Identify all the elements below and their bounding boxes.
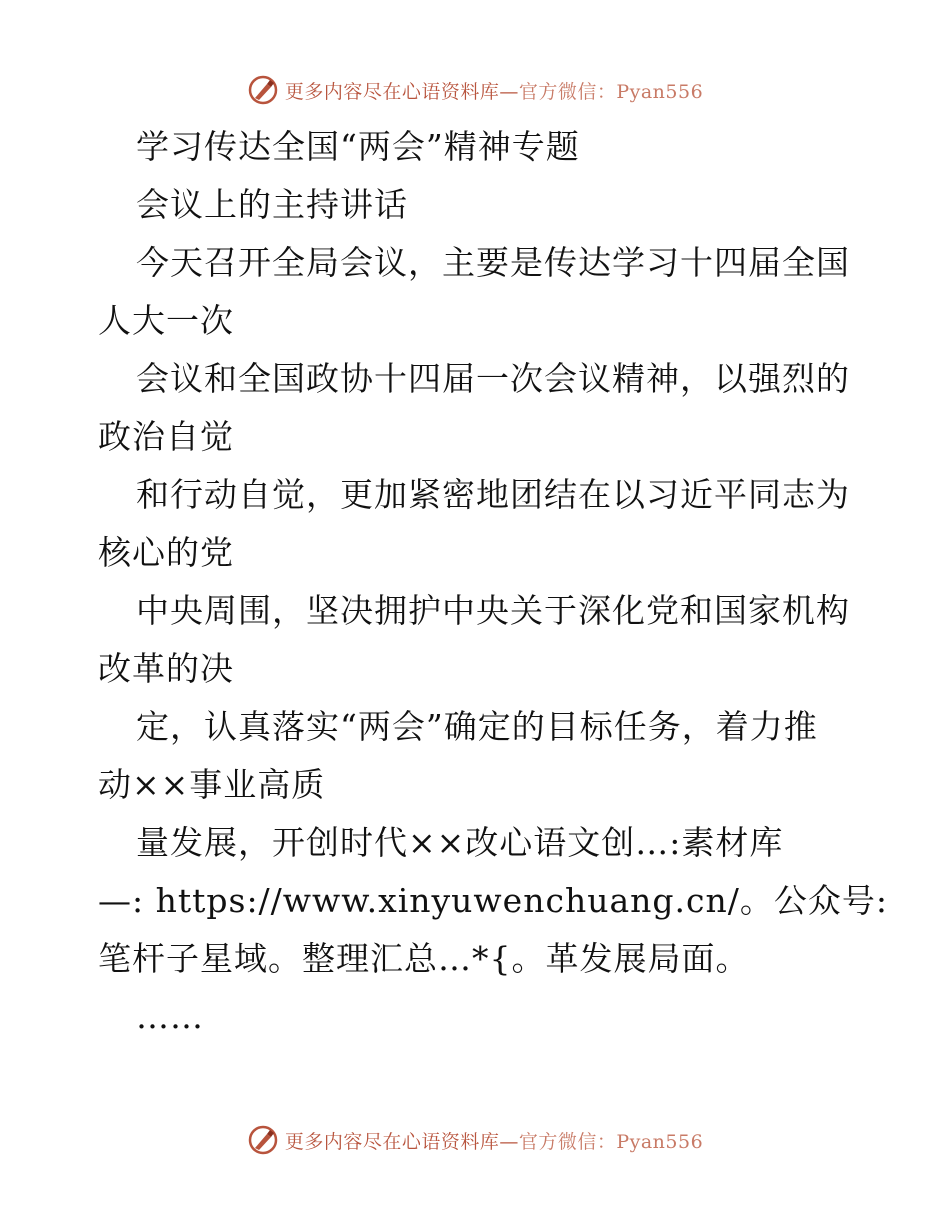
header-watermark [0, 70, 950, 110]
paragraph-line: 笔杆子星域。整理汇总…*{。革发展局面。 [98, 939, 750, 978]
paragraph-line: 动××事业高质 [98, 765, 326, 804]
paragraph-line: 和行动自觉，更加紧密地团结在以习近平同志为 [136, 475, 850, 514]
banner-contact-text: 官方微信：Pyan556 [518, 80, 704, 103]
paragraph-line: 核心的党 [98, 533, 234, 572]
paragraph-line: —: https://www.xinyuwenchuang.cn/。公众号: [98, 881, 888, 920]
document-body [98, 118, 888, 1046]
pen-logo-icon [247, 1124, 279, 1156]
paragraph-line: 改革的决 [98, 649, 234, 688]
paragraph-line: 量发展，开创时代××改心语文创…:素材库 [136, 823, 784, 862]
paragraph-line: 政治自觉 [98, 417, 234, 456]
paragraph-line: 人大一次 [98, 301, 234, 340]
banner-main-text: 更多内容尽在心语资料库 [284, 80, 500, 103]
pen-logo-icon [247, 74, 279, 106]
banner-dash: — [499, 1130, 519, 1153]
title-line-1: 学习传达全国“两会”精神专题 [136, 127, 580, 166]
title-line-2: 会议上的主持讲话 [136, 185, 408, 224]
banner-contact-text: 官方微信：Pyan556 [518, 1130, 704, 1153]
footer-watermark [0, 1120, 950, 1160]
paragraph-line: 会议和全国政协十四届一次会议精神，以强烈的 [136, 359, 850, 398]
paragraph-line: 今天召开全局会议，主要是传达学习十四届全国 [136, 243, 850, 282]
banner-main-text: 更多内容尽在心语资料库 [284, 1130, 500, 1153]
ellipsis-line: …… [136, 997, 204, 1036]
paragraph-line: 定，认真落实“两会”确定的目标任务，着力推 [136, 707, 818, 746]
paragraph-line: 中央周围，坚决拥护中央关于深化党和国家机构 [136, 591, 850, 630]
banner-dash: — [499, 80, 519, 103]
